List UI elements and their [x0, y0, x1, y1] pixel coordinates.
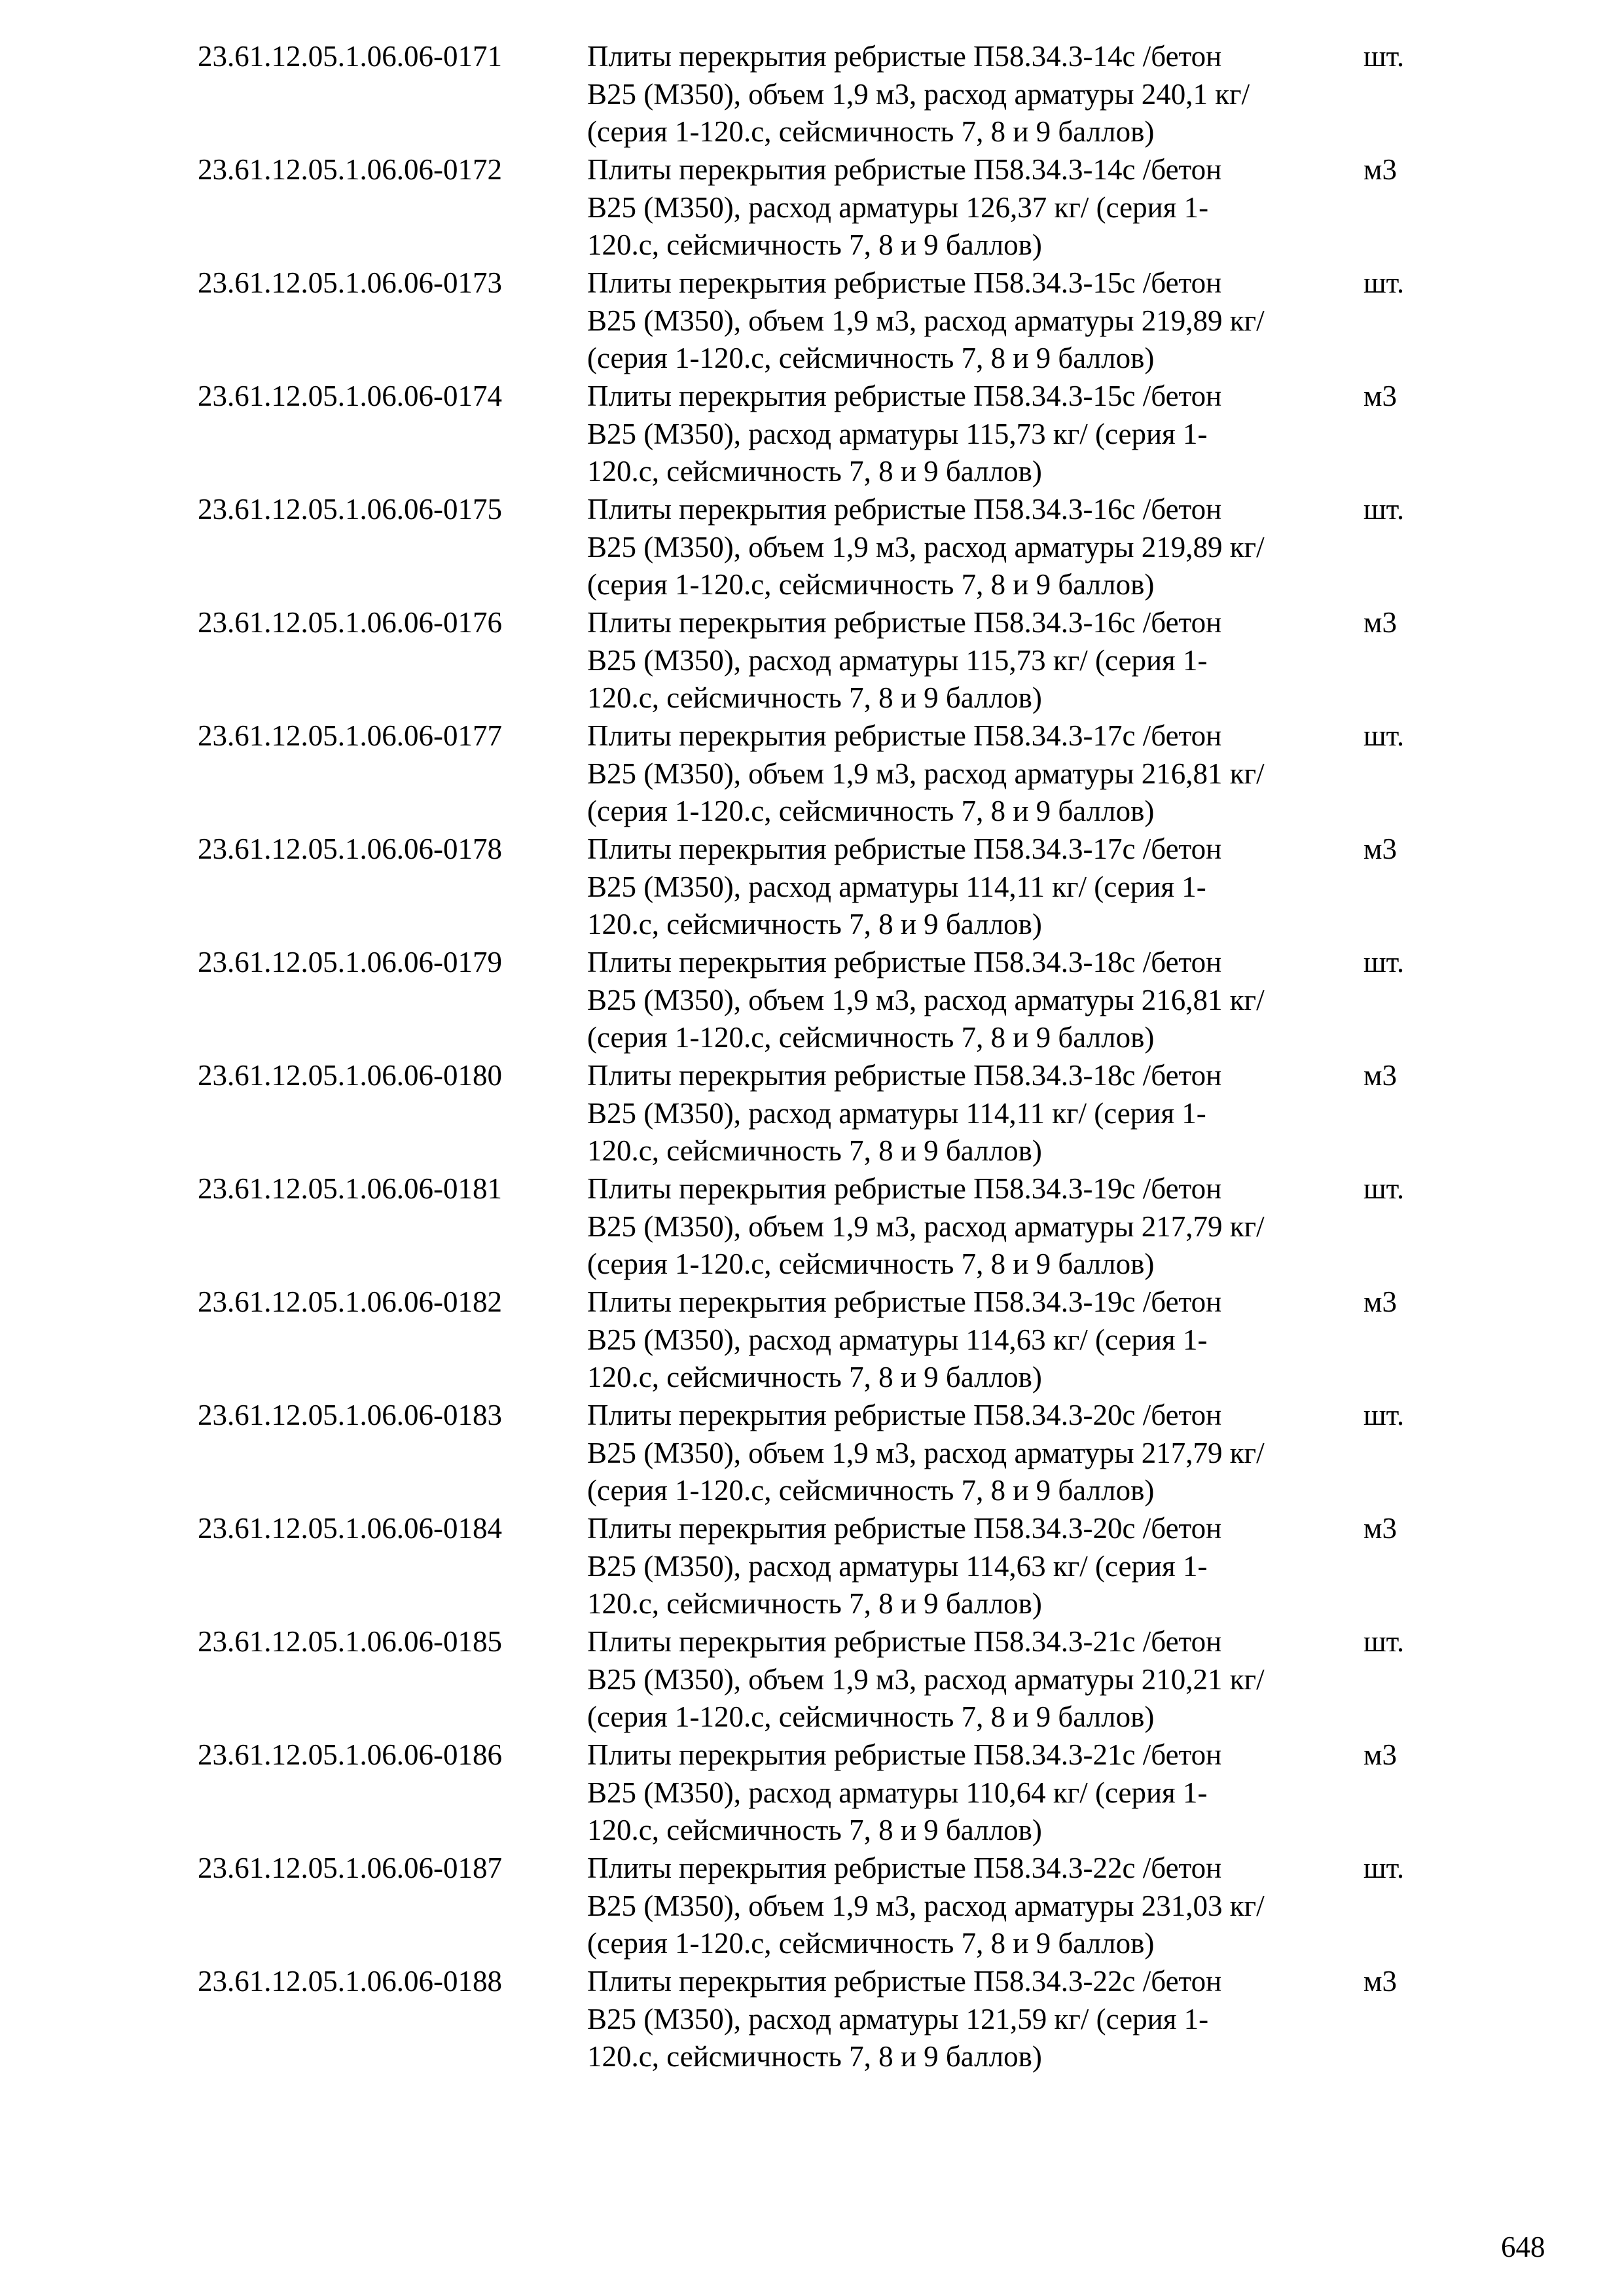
table-row: [0, 1736, 1624, 1850]
row-description: Плиты перекрытия ребристые П58.34.3-22с /бетон В25 (М350), объем 1,9 м3, расход арматуры 231,03 кг/ (серия 1-120.с, сейсмичность 7, 8 и 9 баллов): [587, 1852, 1265, 1960]
row-unit: шт.: [1363, 1399, 1405, 1431]
row-code: 23.61.12.05.1.06.06-0181: [198, 1172, 502, 1205]
table-row: [0, 1850, 1624, 1963]
row-description: Плиты перекрытия ребристые П58.34.3-16с /бетон В25 (М350), расход арматуры 115,73 кг/ (серия 1- 120.с, сейсмичность 7, 8 и 9 баллов): [587, 606, 1222, 715]
row-code: 23.61.12.05.1.06.06-0172: [198, 153, 502, 186]
row-code: 23.61.12.05.1.06.06-0177: [198, 719, 502, 752]
row-unit: шт.: [1363, 1852, 1405, 1884]
table-row: [0, 944, 1624, 1057]
row-description: Плиты перекрытия ребристые П58.34.3-14с /бетон В25 (М350), объем 1,9 м3, расход арматуры 240,1 кг/ (серия 1-120.с, сейсмичность 7, 8 и 9 баллов): [587, 40, 1250, 149]
row-code: 23.61.12.05.1.06.06-0180: [198, 1059, 502, 1092]
table-row: [0, 1963, 1624, 2076]
row-code: 23.61.12.05.1.06.06-0185: [198, 1625, 502, 1658]
row-description: Плиты перекрытия ребристые П58.34.3-20с /бетон В25 (М350), объем 1,9 м3, расход арматуры 217,79 кг/ (серия 1-120.с, сейсмичность 7, 8 и 9 баллов): [587, 1399, 1265, 1507]
row-code: 23.61.12.05.1.06.06-0178: [198, 833, 502, 865]
row-code: 23.61.12.05.1.06.06-0182: [198, 1285, 502, 1318]
row-unit: м3: [1363, 833, 1397, 865]
row-description: Плиты перекрытия ребристые П58.34.3-15с /бетон В25 (М350), объем 1,9 м3, расход арматуры 219,89 кг/ (серия 1-120.с, сейсмичность 7, 8 и 9 баллов): [587, 266, 1265, 375]
row-description: Плиты перекрытия ребристые П58.34.3-19с /бетон В25 (М350), расход арматуры 114,63 кг/ (серия 1- 120.с, сейсмичность 7, 8 и 9 баллов): [587, 1285, 1222, 1394]
table-row: [0, 1057, 1624, 1170]
row-code: 23.61.12.05.1.06.06-0175: [198, 493, 502, 526]
row-unit: м3: [1363, 153, 1397, 186]
table-row: [0, 1510, 1624, 1623]
row-description: Плиты перекрытия ребристые П58.34.3-15с /бетон В25 (М350), расход арматуры 115,73 кг/ (серия 1- 120.с, сейсмичность 7, 8 и 9 баллов): [587, 380, 1222, 488]
row-unit: шт.: [1363, 719, 1405, 752]
table-row: [0, 264, 1624, 378]
row-unit: шт.: [1363, 1625, 1405, 1658]
table-row: [0, 831, 1624, 944]
row-code: 23.61.12.05.1.06.06-0173: [198, 266, 502, 299]
row-description: Плиты перекрытия ребристые П58.34.3-16с /бетон В25 (М350), объем 1,9 м3, расход арматуры 219,89 кг/ (серия 1-120.с, сейсмичность 7, 8 и 9 баллов): [587, 493, 1265, 601]
row-unit: м3: [1363, 1512, 1397, 1545]
row-code: 23.61.12.05.1.06.06-0187: [198, 1852, 502, 1884]
row-code: 23.61.12.05.1.06.06-0179: [198, 946, 502, 978]
row-description: Плиты перекрытия ребристые П58.34.3-18с /бетон В25 (М350), расход арматуры 114,11 кг/ (серия 1- 120.с, сейсмичность 7, 8 и 9 баллов): [587, 1059, 1222, 1168]
row-unit: м3: [1363, 1965, 1397, 1998]
row-description: Плиты перекрытия ребристые П58.34.3-21с /бетон В25 (М350), расход арматуры 110,64 кг/ (серия 1- 120.с, сейсмичность 7, 8 и 9 баллов): [587, 1738, 1222, 1847]
row-description: Плиты перекрытия ребристые П58.34.3-17с /бетон В25 (М350), расход арматуры 114,11 кг/ (серия 1- 120.с, сейсмичность 7, 8 и 9 баллов): [587, 833, 1222, 941]
row-unit: шт.: [1363, 266, 1405, 299]
table-row: [0, 151, 1624, 264]
row-unit: м3: [1363, 1059, 1397, 1092]
row-unit: м3: [1363, 1738, 1397, 1771]
row-code: 23.61.12.05.1.06.06-0171: [198, 40, 502, 73]
row-description: Плиты перекрытия ребристые П58.34.3-17с /бетон В25 (М350), объем 1,9 м3, расход арматуры 216,81 кг/ (серия 1-120.с, сейсмичность 7, 8 и 9 баллов): [587, 719, 1265, 828]
table-row: [0, 1170, 1624, 1283]
table-row: [0, 717, 1624, 831]
row-unit: шт.: [1363, 40, 1405, 73]
row-code: 23.61.12.05.1.06.06-0174: [198, 380, 502, 412]
row-description: Плиты перекрытия ребристые П58.34.3-21с /бетон В25 (М350), объем 1,9 м3, расход арматуры 210,21 кг/ (серия 1-120.с, сейсмичность 7, 8 и 9 баллов): [587, 1625, 1265, 1734]
table-row: [0, 1283, 1624, 1397]
row-unit: м3: [1363, 1285, 1397, 1318]
row-code: 23.61.12.05.1.06.06-0176: [198, 606, 502, 639]
price-list-table: [0, 38, 1624, 2076]
row-unit: шт.: [1363, 946, 1405, 978]
row-code: 23.61.12.05.1.06.06-0183: [198, 1399, 502, 1431]
row-description: Плиты перекрытия ребристые П58.34.3-22с /бетон В25 (М350), расход арматуры 121,59 кг/ (серия 1- 120.с, сейсмичность 7, 8 и 9 баллов): [587, 1965, 1222, 2073]
row-code: 23.61.12.05.1.06.06-0188: [198, 1965, 502, 1998]
table-row: [0, 491, 1624, 604]
row-code: 23.61.12.05.1.06.06-0184: [198, 1512, 502, 1545]
row-unit: м3: [1363, 380, 1397, 412]
table-row: [0, 38, 1624, 151]
row-unit: шт.: [1363, 1172, 1405, 1205]
table-row: [0, 1623, 1624, 1736]
row-unit: м3: [1363, 606, 1397, 639]
page-number: 648: [1501, 2231, 1545, 2263]
row-description: Плиты перекрытия ребристые П58.34.3-20с /бетон В25 (М350), расход арматуры 114,63 кг/ (серия 1- 120.с, сейсмичность 7, 8 и 9 баллов): [587, 1512, 1222, 1621]
row-description: Плиты перекрытия ребристые П58.34.3-18с /бетон В25 (М350), объем 1,9 м3, расход арматуры 216,81 кг/ (серия 1-120.с, сейсмичность 7, 8 и 9 баллов): [587, 946, 1265, 1054]
table-row: [0, 378, 1624, 491]
row-description: Плиты перекрытия ребристые П58.34.3-14с /бетон В25 (М350), расход арматуры 126,37 кг/ (серия 1- 120.с, сейсмичность 7, 8 и 9 баллов): [587, 153, 1222, 262]
row-unit: шт.: [1363, 493, 1405, 526]
table-row: [0, 604, 1624, 717]
row-description: Плиты перекрытия ребристые П58.34.3-19с /бетон В25 (М350), объем 1,9 м3, расход арматуры 217,79 кг/ (серия 1-120.с, сейсмичность 7, 8 и 9 баллов): [587, 1172, 1265, 1281]
table-row: [0, 1397, 1624, 1510]
row-code: 23.61.12.05.1.06.06-0186: [198, 1738, 502, 1771]
